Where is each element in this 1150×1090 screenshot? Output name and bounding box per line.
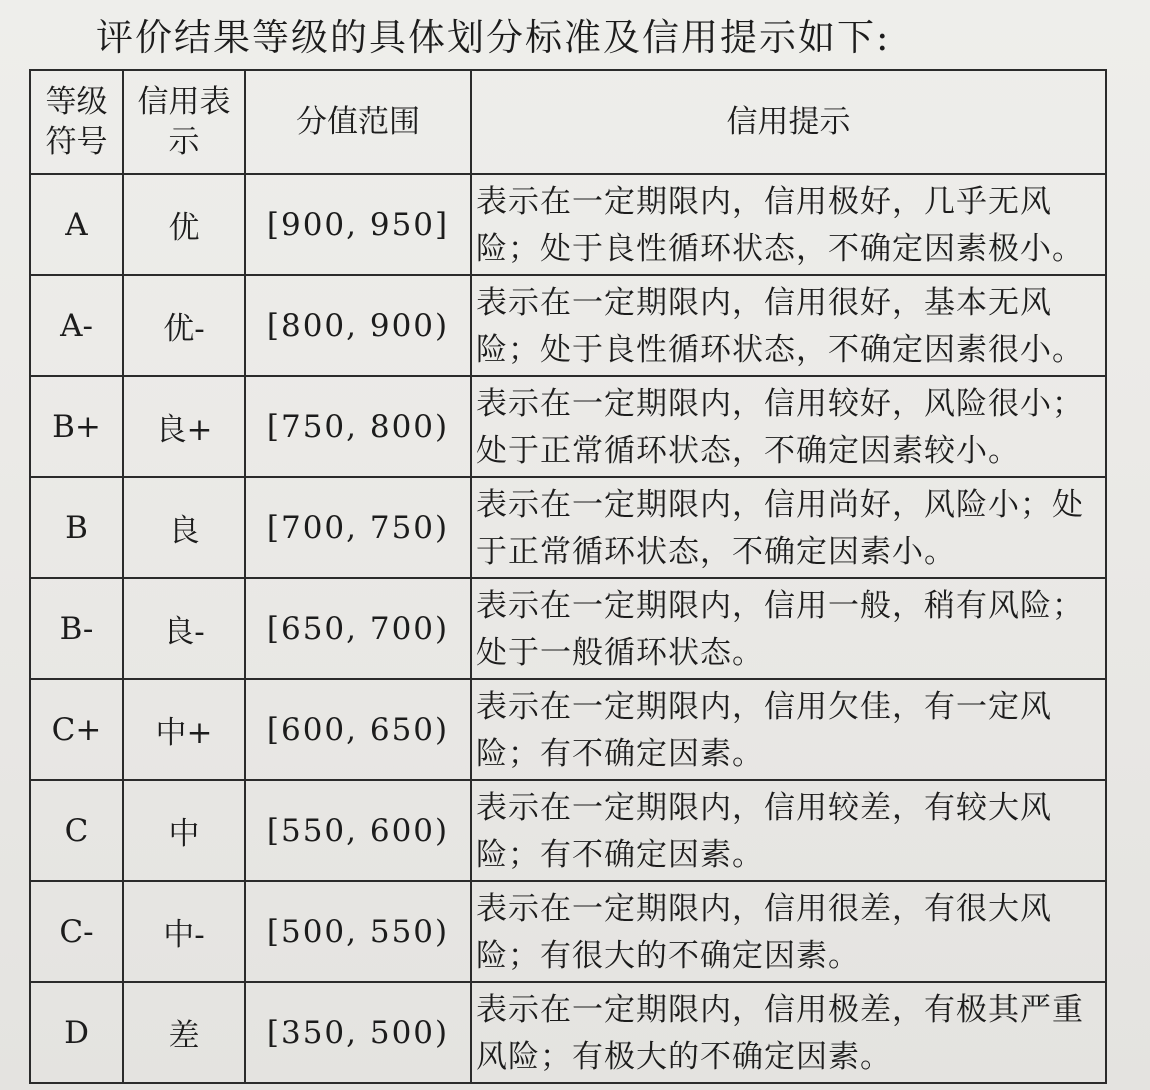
grade-code: B (30, 477, 123, 578)
table-row (30, 477, 1106, 578)
credit-representation: 良- (123, 578, 245, 679)
table-row (30, 275, 1106, 376)
score-range: [500, 550) (245, 881, 471, 982)
credit-hint: 表示在一定期限内，信用一般，稍有风险；处于一般循环状态。 (471, 578, 1106, 679)
grade-code: C- (30, 881, 123, 982)
score-range: [550, 600) (245, 780, 471, 881)
credit-representation: 良 (123, 477, 245, 578)
score-range: [900, 950] (245, 174, 471, 275)
credit-grade-table (29, 69, 1107, 1084)
header-range: 分值范围 (245, 70, 471, 174)
page-heading: 评价结果等级的具体划分标准及信用提示如下: (96, 16, 891, 59)
credit-representation: 中- (123, 881, 245, 982)
score-range: [350, 500) (245, 982, 471, 1083)
table-row (30, 881, 1106, 982)
credit-representation: 差 (123, 982, 245, 1083)
credit-hint: 表示在一定期限内，信用较差，有较大风险；有不确定因素。 (471, 780, 1106, 881)
grade-code: C+ (30, 679, 123, 780)
credit-hint: 表示在一定期限内，信用很差，有很大风险；有很大的不确定因素。 (471, 881, 1106, 982)
grade-code: D (30, 982, 123, 1083)
grade-code: A- (30, 275, 123, 376)
table-row (30, 376, 1106, 477)
grade-code: A (30, 174, 123, 275)
table-row (30, 578, 1106, 679)
score-range: [800, 900) (245, 275, 471, 376)
grade-code: B- (30, 578, 123, 679)
header-grade: 等级符号 (30, 70, 123, 174)
credit-hint: 表示在一定期限内，信用极差，有极其严重风险；有极大的不确定因素。 (471, 982, 1106, 1083)
credit-hint: 表示在一定期限内，信用较好，风险很小；处于正常循环状态，不确定因素较小。 (471, 376, 1106, 477)
credit-hint: 表示在一定期限内，信用欠佳，有一定风险；有不确定因素。 (471, 679, 1106, 780)
score-range: [650, 700) (245, 578, 471, 679)
credit-representation: 良+ (123, 376, 245, 477)
grade-code: C (30, 780, 123, 881)
credit-representation: 优- (123, 275, 245, 376)
credit-representation: 中 (123, 780, 245, 881)
credit-hint: 表示在一定期限内，信用很好，基本无风险；处于良性循环状态，不确定因素很小。 (471, 275, 1106, 376)
grade-code: B+ (30, 376, 123, 477)
score-range: [750, 800) (245, 376, 471, 477)
score-range: [700, 750) (245, 477, 471, 578)
table-row (30, 679, 1106, 780)
table-header-row (30, 70, 1106, 174)
credit-representation: 中+ (123, 679, 245, 780)
score-range: [600, 650) (245, 679, 471, 780)
credit-hint: 表示在一定期限内，信用尚好，风险小；处于正常循环状态，不确定因素小。 (471, 477, 1106, 578)
header-credit: 信用表示 (123, 70, 245, 174)
credit-hint: 表示在一定期限内，信用极好，几乎无风险；处于良性循环状态，不确定因素极小。 (471, 174, 1106, 275)
header-hint: 信用提示 (471, 70, 1106, 174)
table-row (30, 174, 1106, 275)
table-row (30, 780, 1106, 881)
table-row (30, 982, 1106, 1083)
credit-representation: 优 (123, 174, 245, 275)
